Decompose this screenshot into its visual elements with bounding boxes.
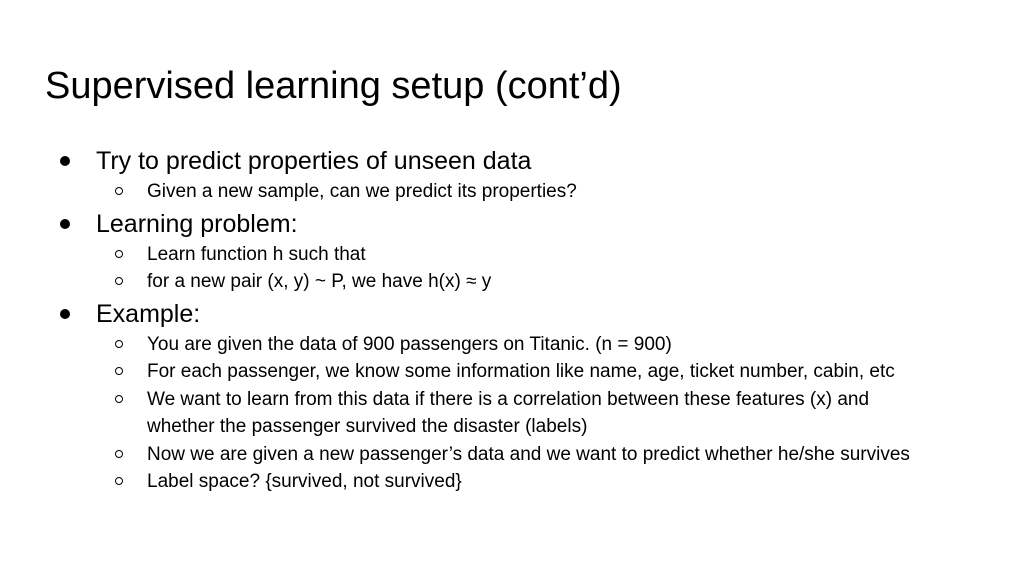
sub-bullet-text: Now we are given a new passenger’s data and we want to predict whether he/she survives: [147, 444, 910, 465]
sub-bullet-text: Given a new sample, can we predict its properties?: [147, 181, 577, 202]
bullet-item: [96, 299, 200, 329]
sub-bullet-item: [147, 178, 577, 205]
sub-bullet-text: For each passenger, we know some information like name, age, ticket number, cabin, etc: [147, 361, 895, 382]
sub-bullet-item: [147, 358, 895, 385]
bullet-text: Try to predict properties of unseen data: [96, 147, 532, 175]
bullet-text: Learning problem:: [96, 210, 298, 238]
bullet-item: [96, 146, 531, 176]
sub-bullet-text: Learn function h such that: [147, 244, 366, 265]
sub-bullet-item: [147, 241, 366, 268]
sub-bullet-ring-icon: [115, 395, 123, 403]
sub-bullet-continuation: [147, 413, 587, 440]
slide-title: Supervised learning setup (cont’d): [45, 65, 622, 107]
sub-bullet-text: We want to learn from this data if there is a correlation between these features (x) and: [147, 389, 870, 410]
bullet-item: [96, 209, 298, 239]
bullet-dot-icon: [60, 309, 70, 319]
sub-bullet-ring-icon: [115, 450, 123, 458]
bullet-dot-icon: [60, 219, 70, 229]
sub-bullet-text: You are given the data of 900 passengers on Titanic. (n = 900): [147, 334, 672, 355]
sub-bullet-text: whether the passenger survived the disaster (labels): [147, 416, 588, 437]
sub-bullet-item: [147, 441, 910, 468]
sub-bullet-text: for a new pair (x, y) ~ P, we have h(x) ≈ y: [147, 271, 492, 292]
sub-bullet-item: [147, 386, 869, 413]
sub-bullet-item: [147, 468, 462, 495]
sub-bullet-item: [147, 331, 672, 358]
sub-bullet-ring-icon: [115, 367, 123, 375]
sub-bullet-ring-icon: [115, 250, 123, 258]
sub-bullet-ring-icon: [115, 187, 123, 195]
sub-bullet-text: Label space? {survived, not survived}: [147, 471, 462, 492]
sub-bullet-ring-icon: [115, 340, 123, 348]
sub-bullet-ring-icon: [115, 277, 123, 285]
bullet-text: Example:: [96, 300, 201, 328]
bullet-dot-icon: [60, 156, 70, 166]
sub-bullet-ring-icon: [115, 477, 123, 485]
sub-bullet-item: [147, 268, 491, 295]
